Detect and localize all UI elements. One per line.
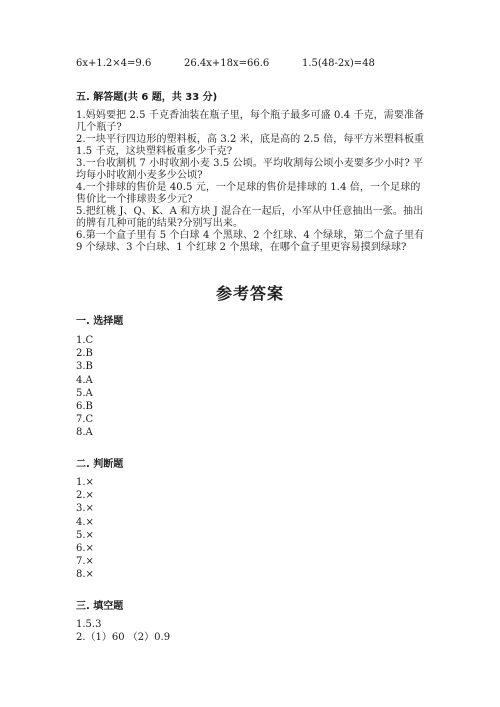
equation-2: 26.4x+18x=66.6 (184, 58, 270, 69)
problem-6: 6.第一个盒子里有 5 个白球 4 个黑球、2 个红球、4 个绿球，第二个盒子里有 9 个绿球、3 个白球、1 个红球 2 个黑球，在哪个盒子里更容易摸到绿球? (76, 230, 425, 253)
choice-heading: 一. 选择题 (76, 316, 124, 327)
problem-4: 4.一个排球的售价是 40.5 元，一个足球的售价是排球的 1.4 倍，一个足球的售价比一个排球贵多少元? (76, 182, 421, 205)
judge-answer-6: 6.× (76, 543, 94, 555)
answer-key-title: 参考答案 (215, 284, 284, 303)
problem-3: 3.一台收割机 7 小时收割小麦 3.5 公顷。平均收割每公顷小麦要多少小时? 平均每小时收割小麦多少公顷? (76, 158, 424, 181)
judge-answer-8: 8.× (76, 569, 94, 581)
equation-1: 6x+1.2×4=9.6 (76, 58, 152, 69)
problem-2: 2.一块平行四边形的塑料板，高 3.2 米，底是高的 2.5 倍，每平方米塑料板重 1.5 千克，这块塑料板重多少千克? (76, 134, 425, 157)
judge-answer-7: 7.× (76, 556, 94, 568)
choice-answers (76, 334, 93, 440)
equations-row (76, 58, 456, 74)
choice-answer-4: 4.A (76, 374, 93, 386)
section-5-heading: 五. 解答题(共 6 题，共 33 分) (76, 92, 218, 103)
choice-answer-2: 2.B (76, 348, 93, 360)
judge-answer-5: 5.× (76, 529, 94, 541)
choice-answer-1: 1.C (76, 335, 94, 346)
judge-answer-2: 2.× (76, 490, 94, 502)
choice-answer-7: 7.C (76, 414, 94, 426)
equation-3: 1.5(48-2x)=48 (302, 58, 375, 69)
choice-answer-5: 5.A (76, 387, 93, 399)
fill-answers (76, 618, 170, 644)
problem-5: 5.把红桃 J、Q、K、A 和方块 J 混合在一起后，小军从中任意抽出一张。抽出的牌有几种可能的结果?分别写出来。 (76, 206, 424, 229)
choice-answer-3: 3.B (76, 361, 93, 373)
choice-answer-8: 8.A (76, 427, 93, 439)
judge-heading: 二. 判断题 (76, 459, 124, 470)
judge-answer-3: 3.× (76, 503, 94, 515)
judge-answers (76, 476, 94, 582)
problem-1: 1.妈妈要把 2.5 千克香油装在瓶子里，每个瓶子最多可盛 0.4 千克，需要准备几个瓶子? (76, 110, 425, 133)
choice-answer-6: 6.B (76, 401, 93, 413)
judge-answer-1: 1.× (76, 477, 94, 488)
fill-heading: 三. 填空题 (76, 601, 124, 612)
fill-answer-1: 1.5.3 (76, 619, 102, 630)
problem-list (76, 110, 428, 254)
judge-answer-4: 4.× (76, 516, 94, 528)
fill-answer-2: 2.（1）60 （2）0.9 (76, 632, 171, 644)
